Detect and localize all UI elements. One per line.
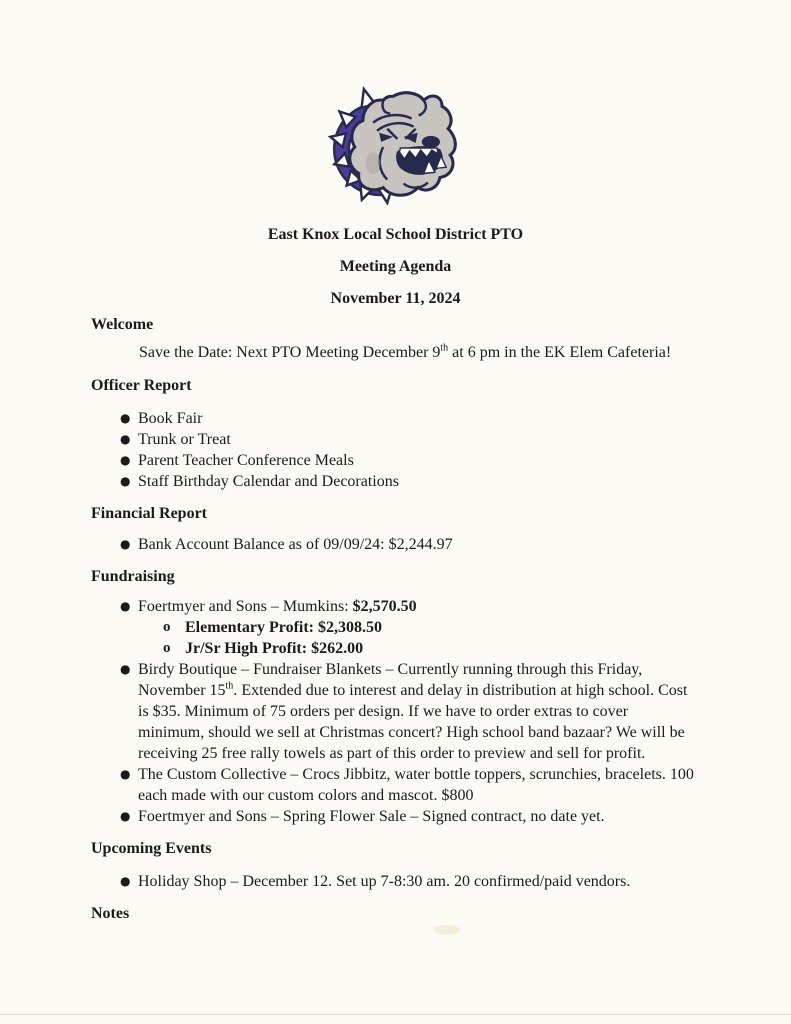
bullet-icon: ● <box>120 767 131 781</box>
holiday-shop-text: Holiday Shop – December 12. Set up 7-8:30 am. 20 confirmed/paid vendors. <box>138 873 631 890</box>
heading-fundraising: Fundraising <box>91 568 175 585</box>
list-item-holiday-shop <box>91 871 697 892</box>
bank-balance-text: Bank Account Balance as of 09/09/24: $2,244.97 <box>138 536 453 553</box>
sub-item-jrsr-profit <box>91 638 697 659</box>
officer-report-list <box>91 408 697 492</box>
list-item-text: Book Fair <box>138 410 203 427</box>
list-item-birdy-boutique <box>91 659 697 764</box>
bulldog-icon <box>326 86 460 208</box>
mumkins-label: Foertmyer and Sons – Mumkins: <box>138 598 353 615</box>
list-item <box>91 429 697 450</box>
document-title: East Knox Local School District PTO <box>267 226 524 243</box>
bullet-icon: ● <box>120 874 131 888</box>
save-the-date-line <box>91 342 697 363</box>
ordinal-suffix: th <box>440 342 449 354</box>
bulldog-head <box>349 93 455 196</box>
list-item-text: Parent Teacher Conference Meals <box>138 452 354 469</box>
list-item <box>91 450 697 471</box>
bullet-icon: ● <box>120 537 131 551</box>
fundraising-list <box>91 596 697 827</box>
list-item-text: Staff Birthday Calendar and Decorations <box>138 473 399 490</box>
bullet-icon: ● <box>120 474 131 488</box>
paper-bottom-edge <box>0 1014 791 1015</box>
save-date-text-end: at 6 pm in the EK Elem Cafeteria! <box>448 344 672 361</box>
bullet-icon: ● <box>120 662 131 676</box>
list-item <box>91 408 697 429</box>
agenda-content <box>91 314 697 924</box>
list-item-mumkins <box>91 596 697 617</box>
heading-financial-report: Financial Report <box>91 505 207 522</box>
save-date-text: Save the Date: Next PTO Meeting December 9 <box>139 344 441 361</box>
mumkins-amount: $2,570.50 <box>352 598 417 615</box>
sub-bullet-icon: o <box>163 640 171 656</box>
scan-smudge-artifact <box>434 925 460 935</box>
bullet-icon: ● <box>120 599 131 613</box>
birdy-text: Birdy Boutique – Fundraiser Blankets – Currently running through this Friday, November 15 <box>138 661 643 699</box>
list-item-spring-flower <box>91 806 697 827</box>
jrsr-profit-text: Jr/Sr High Profit: $262.00 <box>185 640 364 657</box>
list-item <box>91 534 697 555</box>
elementary-profit-text: Elementary Profit: $2,308.50 <box>185 619 382 636</box>
heading-upcoming-events: Upcoming Events <box>91 840 212 857</box>
document-date: November 11, 2024 <box>330 290 461 307</box>
birdy-text-continued: . Extended due to interest and delay in distribution at high school. Cost is $35. Minimum of 75 orders per design. If we have to order extras to cover minimum, should we sell at Christmas concert? High school band bazaar? We will be receiving 25 free rally towels as part of this order to preview and sell for profit. <box>138 682 688 762</box>
list-item-custom-collective <box>91 764 697 806</box>
sub-item-elementary-profit <box>91 617 697 638</box>
bulldog-mascot-logo <box>326 86 460 208</box>
heading-welcome: Welcome <box>91 316 154 333</box>
cheek-shade <box>365 152 379 174</box>
spring-flower-text: Foertmyer and Sons – Spring Flower Sale – Signed contract, no date yet. <box>138 808 605 825</box>
heading-officer-report: Officer Report <box>91 377 192 394</box>
document-subtitle: Meeting Agenda <box>339 258 452 275</box>
bullet-icon: ● <box>120 411 131 425</box>
bullet-icon: ● <box>120 809 131 823</box>
sub-bullet-icon: o <box>163 619 171 635</box>
title-block <box>0 224 791 320</box>
bullet-icon: ● <box>120 453 131 467</box>
heading-notes: Notes <box>91 905 130 922</box>
financial-report-list <box>91 534 697 555</box>
list-item <box>91 471 697 492</box>
custom-collective-text: The Custom Collective – Crocs Jibbitz, water bottle toppers, scrunchies, bracelets. 100 each made with our custom colors and mascot. $800 <box>138 766 694 804</box>
ordinal-suffix: th <box>225 680 234 692</box>
list-item-text: Trunk or Treat <box>138 431 231 448</box>
upcoming-events-list <box>91 871 697 892</box>
bullet-icon: ● <box>120 432 131 446</box>
